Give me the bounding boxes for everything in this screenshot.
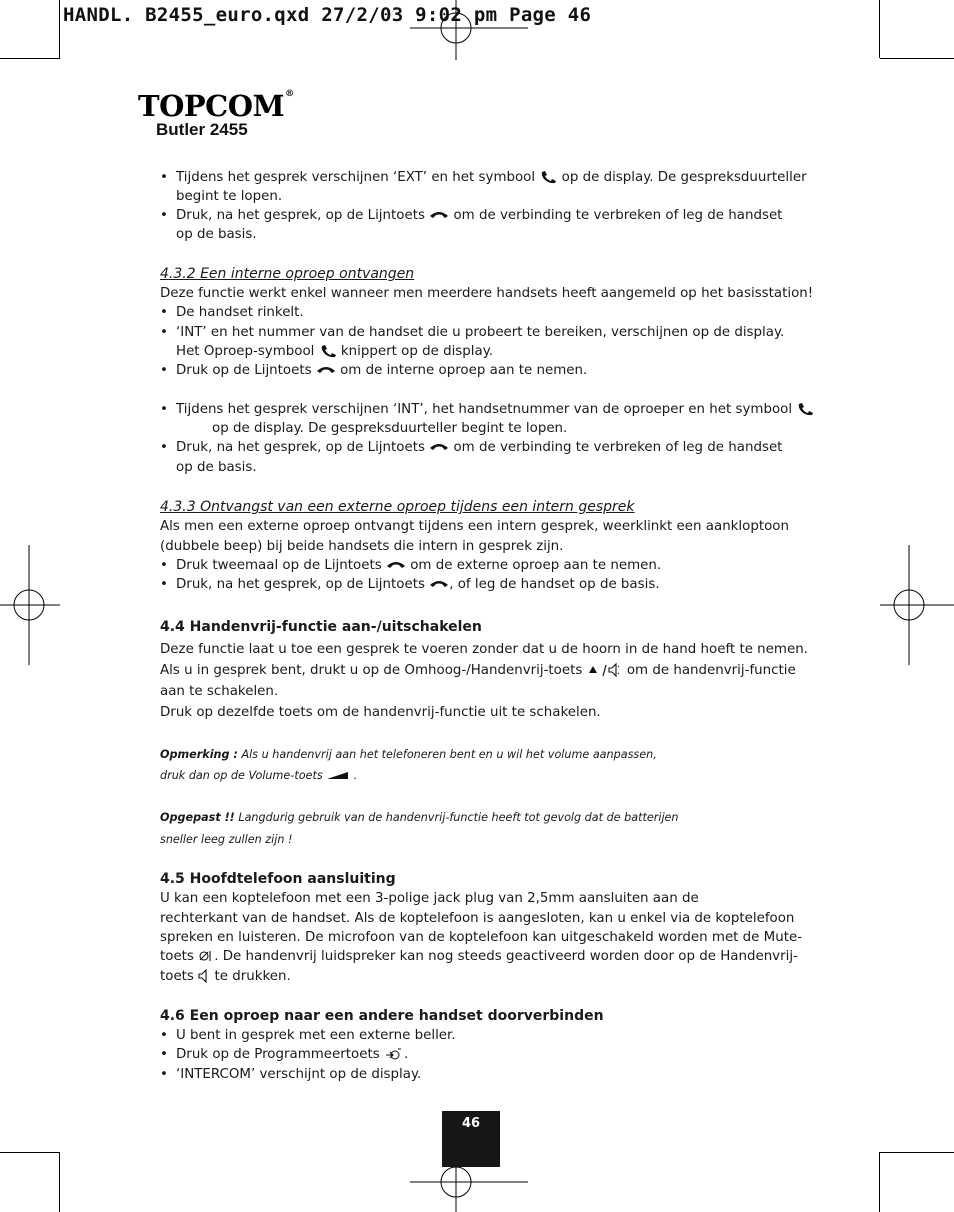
phone-icon: [796, 402, 814, 416]
note-opmerking: Opmerking : Als u handenvrij aan het telefoneren bent en u wil het volume aanpassen,: [160, 748, 657, 761]
paragraph: U kan een koptelefoon met een 3-polige jack plug van 2,5mm aansluiten aan de: [160, 891, 699, 906]
registration-mark-top: [410, 0, 528, 60]
list-item-cont: op de basis.: [176, 227, 257, 242]
list-item: • Druk, na het gesprek, op de Lijntoets om de verbinding te verbreken of leg de handset: [160, 438, 782, 457]
list-item: • Druk tweemaal op de Lijntoets om de externe oproep aan te nemen.: [160, 556, 661, 575]
up-handsfree-icon: [587, 662, 623, 678]
list-item: • Tijdens het gesprek verschijnen ‘EXT’ en het symbool op de display. De gespreksduurteller: [160, 168, 807, 187]
section-heading-4-3-3: 4.3.3 Ontvangst van een externe oproep tijdens een intern gesprek: [160, 499, 635, 515]
list-item-cont: Het Oproep-symbool knippert op de display.: [176, 344, 493, 359]
phone-icon: [539, 170, 557, 184]
line-key-icon: [429, 442, 449, 452]
list-item: • Druk op de Programmeertoets .: [160, 1045, 408, 1064]
line-key-icon: [316, 365, 336, 375]
registration-mark-left: [0, 545, 60, 665]
registration-mark-right: [880, 545, 954, 665]
list-item: • Druk op de Lijntoets om de interne oproep aan te nemen.: [160, 361, 587, 380]
section-heading-4-4: 4.4 Handenvrij-functie aan-/uitschakelen: [160, 619, 482, 635]
paragraph: spreken en luisteren. De microfoon van de koptelefoon kan uitgeschakeld worden met de Mute-: [160, 930, 803, 945]
crop-mark: [59, 1152, 60, 1212]
list-item-cont: op de display. De gespreksduurteller begint te lopen.: [212, 421, 568, 436]
paragraph: (dubbele beep) bij beide handsets die intern in gesprek zijn.: [160, 539, 564, 554]
model-name: Butler 2455: [156, 120, 248, 139]
line-key-icon: [429, 210, 449, 220]
paragraph: Deze functie laat u toe een gesprek te voeren zonder dat u de hoorn in de hand hoeft te nemen.: [160, 642, 808, 657]
paragraph: toets te drukken.: [160, 969, 291, 984]
note-opgepast-cont: sneller leeg zullen zijn !: [160, 833, 293, 846]
list-item-cont: begint te lopen.: [176, 189, 283, 204]
list-item-cont: op de basis.: [176, 460, 257, 475]
section-heading-4-3-2: 4.3.2 Een interne oproep ontvangen: [160, 266, 415, 282]
list-item: • ‘INTERCOM’ verschijnt op de display.: [160, 1065, 421, 1084]
note-opgepast: Opgepast !! Langdurig gebruik van de handenvrij-functie heeft tot gevolg dat de batterijen: [160, 811, 679, 824]
crop-mark: [880, 1152, 954, 1153]
list-item: • ‘INT’ en het nummer van de handset die u probeert te bereiken, verschijnen op de display.: [160, 323, 784, 342]
paragraph: toets . De handenvrij luidspreker kan nog steeds geactiveerd worden door op de Handenvrij-: [160, 949, 798, 964]
list-item: • U bent in gesprek met een externe beller.: [160, 1026, 456, 1045]
print-header: HANDL. B2455_euro.qxd 27/2/03 9:02 pm Page 46: [63, 4, 592, 26]
speaker-icon: [198, 969, 210, 983]
note-opmerking-cont: druk dan op de Volume-toets .: [160, 769, 358, 782]
crop-mark: [879, 1152, 880, 1212]
list-item: • De handset rinkelt.: [160, 303, 304, 322]
list-item: • Druk, na het gesprek, op de Lijntoets , of leg de handset op de basis.: [160, 575, 660, 594]
page-number: 46: [442, 1111, 500, 1167]
section-heading-4-5: 4.5 Hoofdtelefoon aansluiting: [160, 871, 396, 887]
paragraph: Deze functie werkt enkel wanneer men meerdere handsets heeft aangemeld op het basisstation!: [160, 286, 814, 301]
crop-mark: [0, 1152, 60, 1153]
line-key-icon: [386, 560, 406, 570]
mute-icon: [198, 949, 214, 963]
program-key-icon: [384, 1047, 404, 1061]
volume-key-icon: [326, 771, 350, 781]
crop-mark: [880, 58, 954, 59]
topcom-logo: TOPCOM®: [138, 89, 294, 123]
paragraph: Druk op dezelfde toets om de handenvrij-functie uit te schakelen.: [160, 705, 601, 720]
list-item: • Druk, na het gesprek, op de Lijntoets om de verbinding te verbreken of leg de handset: [160, 206, 782, 225]
paragraph: Als u in gesprek bent, drukt u op de Omhoog-/Handenvrij-toets om de handenvrij-functie: [160, 663, 796, 678]
paragraph: rechterkant van de handset. Als de koptelefoon is aangesloten, kan u enkel via de koptelefoon: [160, 911, 795, 926]
crop-mark: [0, 58, 60, 59]
crop-mark: [59, 0, 60, 58]
crop-mark: [879, 0, 880, 58]
paragraph: Als men een externe oproep ontvangt tijdens een intern gesprek, weerklinkt een aankloptoon: [160, 519, 789, 534]
section-heading-4-6: 4.6 Een oproep naar een andere handset doorverbinden: [160, 1008, 604, 1024]
paragraph: aan te schakelen.: [160, 684, 279, 699]
phone-icon: [319, 344, 337, 358]
line-key-icon: [429, 579, 449, 589]
list-item: • Tijdens het gesprek verschijnen ‘INT’, het handsetnummer van de oproeper en het symbool: [160, 400, 814, 419]
